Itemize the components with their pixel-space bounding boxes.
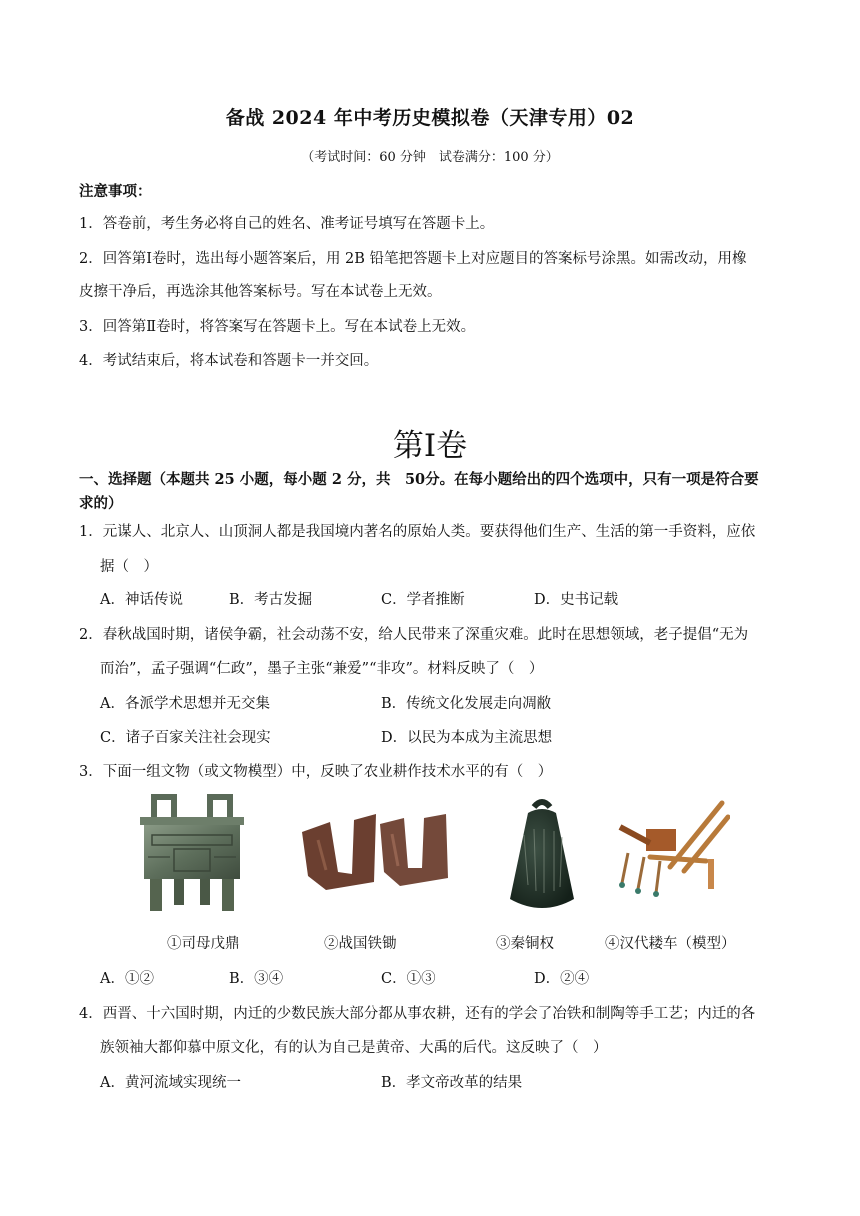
question-2: 2．春秋战国时期，诸侯争霸，社会动荡不安，给人民带来了深重灾难。此时在思想领域，老子提倡“无为 — [79, 627, 749, 643]
q4-option-b[interactable]: B．孝文帝改革的结果 — [381, 1075, 523, 1091]
notice-heading: 注意事项： — [79, 183, 152, 200]
question-4: 4．西晋、十六国时期，内迁的少数民族大部分都从事农耕，还有的学会了冶铁和制陶等手工艺；内迁的各 — [79, 1006, 756, 1022]
section-title: 第Ⅰ卷 — [392, 428, 468, 464]
seed-drill-model-image — [610, 797, 730, 897]
notice-item: 2．回答第Ⅰ卷时，选出每小题答案后，用 2B 铅笔把答题卡上对应题目的答案标号涂黑。如需改动，用橡 — [79, 251, 747, 267]
q2-option-b[interactable]: B．传统文化发展走向凋敝 — [381, 696, 552, 712]
question-1-cont: 据（ ） — [100, 559, 158, 575]
notice-item: 1．答卷前，考生务必将自己的姓名、准考证号填写在答题卡上。 — [79, 216, 495, 232]
notice-item: 4．考试结束后，将本试卷和答题卡一并交回。 — [79, 353, 379, 369]
part1-instruction: 一、选择题（本题共 25 小题，每小题 2 分，共 50分。在每小题给出的四个选项中，只有一项是符合要 — [79, 471, 759, 488]
notice-item: 3．回答第Ⅱ卷时，将答案写在答题卡上。写在本试卷上无效。 — [79, 319, 476, 335]
question-3: 3．下面一组文物（或文物模型）中，反映了农业耕作技术水平的有（ ） — [79, 764, 553, 780]
figure-caption: ④汉代耧车（模型） — [605, 936, 736, 952]
q1-option-c[interactable]: C．学者推断 — [381, 592, 465, 608]
bronze-weight-image — [498, 795, 586, 917]
part1-instruction: 求的） — [79, 495, 123, 512]
q3-option-b[interactable]: B．③④ — [229, 971, 284, 987]
q3-option-d[interactable]: D．②④ — [534, 971, 590, 987]
ding-vessel-image — [134, 791, 250, 913]
question-4-cont: 族领袖大都仰慕中原文化，有的认为自己是黄帝、大禹的后代。这反映了（ ） — [100, 1040, 608, 1056]
figure-caption: ①司母戊鼎 — [167, 936, 240, 952]
q4-option-a[interactable]: A．黄河流域实现统一 — [100, 1075, 241, 1091]
q1-option-d[interactable]: D．史书记载 — [534, 592, 619, 608]
notice-item: 皮擦干净后，再选涂其他答案标号。写在本试卷上无效。 — [79, 284, 442, 300]
q2-option-a[interactable]: A．各派学术思想并无交集 — [100, 696, 270, 712]
q1-option-b[interactable]: B．考古发掘 — [229, 592, 313, 608]
page-title: 备战 2024 年中考历史模拟卷（天津专用）02 — [225, 107, 635, 129]
iron-hoe-image — [296, 810, 456, 896]
page-subtitle: （考试时间：60 分钟 试卷满分：100 分） — [301, 150, 559, 165]
question-2-cont: 而治”，孟子强调“仁政”，墨子主张“兼爱”“非攻”。材料反映了（ ） — [100, 661, 544, 677]
q3-option-c[interactable]: C．①③ — [381, 971, 436, 987]
q3-option-a[interactable]: A．①② — [100, 971, 154, 987]
figure-caption: ③秦铜权 — [496, 936, 554, 952]
q2-option-d[interactable]: D．以民为本成为主流思想 — [381, 730, 553, 746]
q2-option-c[interactable]: C．诸子百家关注社会现实 — [100, 730, 271, 746]
question-1: 1．元谋人、北京人、山顶洞人都是我国境内著名的原始人类。要获得他们生产、生活的第一手资料，应依 — [79, 524, 756, 540]
q1-option-a[interactable]: A．神话传说 — [100, 592, 183, 608]
figure-caption: ②战国铁锄 — [324, 936, 397, 952]
